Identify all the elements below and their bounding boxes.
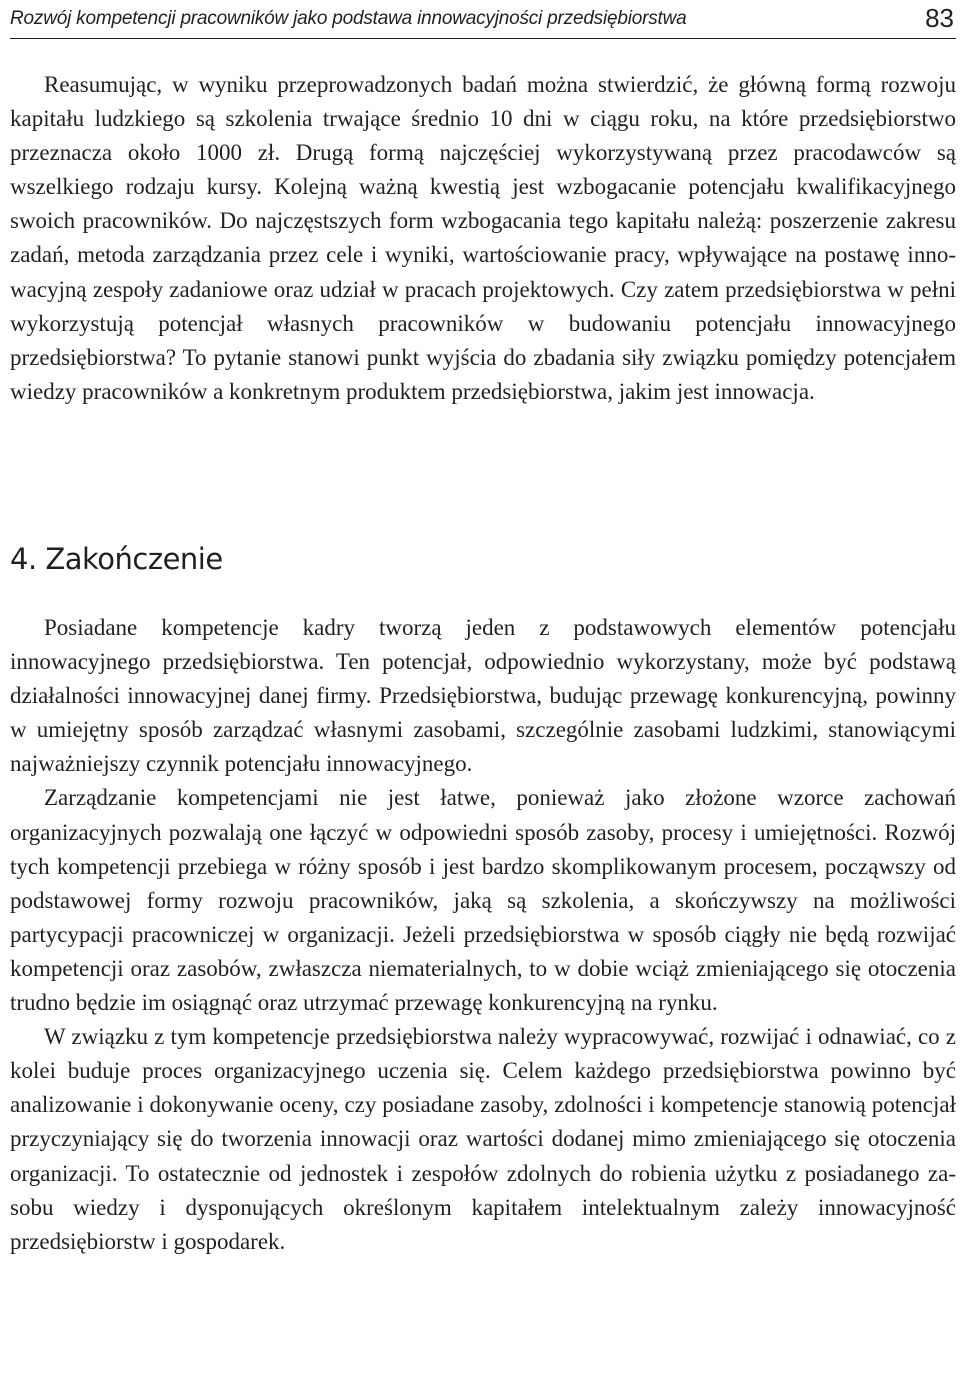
conclusion-paragraph-3: W związku z tym kompetencje przedsiębiorstwa należy wypracowywać, rozwijać i odnawiać, co z kolei buduje proces organizacyjnego uczenia się. Celem każdego przedsiębiorstwa powinno być analizowanie i dokonywanie oceny, czy posiadane zasoby, zdolności i kompetencje stanowią potencjał przyczyniający się do tworzenia innowacji oraz wartości dodanej mimo zmieniającego się otoczenia organizacji. To ostatecznie od jednostek i zespołów zdolnych do robienia użytku z posiadanego zasobu wiedzy i dysponujących określonym kapitałem intelektualnym zależy innowacyjność przedsiębiorstw i gospodarek.: [10, 1024, 956, 1254]
section-heading: 4. Zakończenie: [10, 542, 223, 576]
intro-paragraph: Reasumując, w wyniku przeprowadzonych badań można stwierdzić, że główną formą rozwoju kapitału ludzkiego są szkolenia trwające średnio 10 dni w ciągu roku, na które przedsiębiorstwo przeznacza około 1000 zł. Drugą formą najczęściej wykorzystywaną przez pracodawców są wszelkiego rodzaju kursy. Kolejną ważną kwestią jest wzbogacanie potencjału kwalifikacyjnego swoich pracowników. Do najczęstszych form wzbogacania tego kapitału należą: poszerzenie zakresu zadań, metoda zarządzania przez cele i wyniki, wartościowanie pracy, wpływające na postawę innowacyjną zespoły zadaniowe oraz udział w pracach projektowych. Czy zatem przedsiębiorstwa w pełni wykorzystują potencjał własnych pracowników w budowaniu potencjału innowacyjnego przedsiębiorstwa? To pytanie stanowi punkt wyjścia do zbadania siły związku pomiędzy potencjałem wiedzy pracowników a konkretnym produktem przedsiębiorstwa, jakim jest innowacja.: [10, 72, 956, 404]
book-page: [10, 0, 956, 1388]
conclusion-text: [10, 611, 956, 1259]
intro-text: [10, 68, 956, 409]
running-header: [10, 2, 956, 39]
conclusion-paragraph-2: Zarządzanie kompetencjami nie jest łatwe, ponieważ jako złożone wzorce zachowań organizacyjnych pozwalają one łączyć w odpowiedni sposób zasoby, procesy i umiejętności. Rozwój tych kompetencji przebiega w różny sposób i jest bardzo skomplikowanym procesem, począwszy od podstawowej formy rozwoju pracowników, jaką są szkolenia, a skończywszy na możliwości partycypacji pracowniczej w organizacji. Jeżeli przedsiębiorstwa w sposób ciągły nie będą rozwijać kompetencji oraz zasobów, zwłaszcza niematerialnych, to w dobie wciąż zmieniającego się otoczenia trudno będzie im osiągnąć oraz utrzymać przewagę konkurencyjną na rynku.: [10, 785, 956, 1016]
running-title: Rozwój kompetencji pracowników jako podstawa innowacyjności przedsiębiorstwa: [10, 8, 687, 29]
conclusion-paragraph-1: Posiadane kompetencje kadry tworzą jeden z podstawowych elementów potencjału innowacyjnego przedsiębiorstwa. Ten potencjał, odpowiednio wykorzystany, może być podstawą działalności innowacyjnej danej firmy. Przedsiębiorstwa, budując przewagę konkurencyjną, powinny w umiejętny sposób zarządzać własnymi zasobami, szczególnie zasobami ludzkimi, stanowiącymi najważniejszy czynnik potencjału innowacyjnego.: [10, 615, 956, 777]
page-number: 83: [925, 3, 954, 33]
